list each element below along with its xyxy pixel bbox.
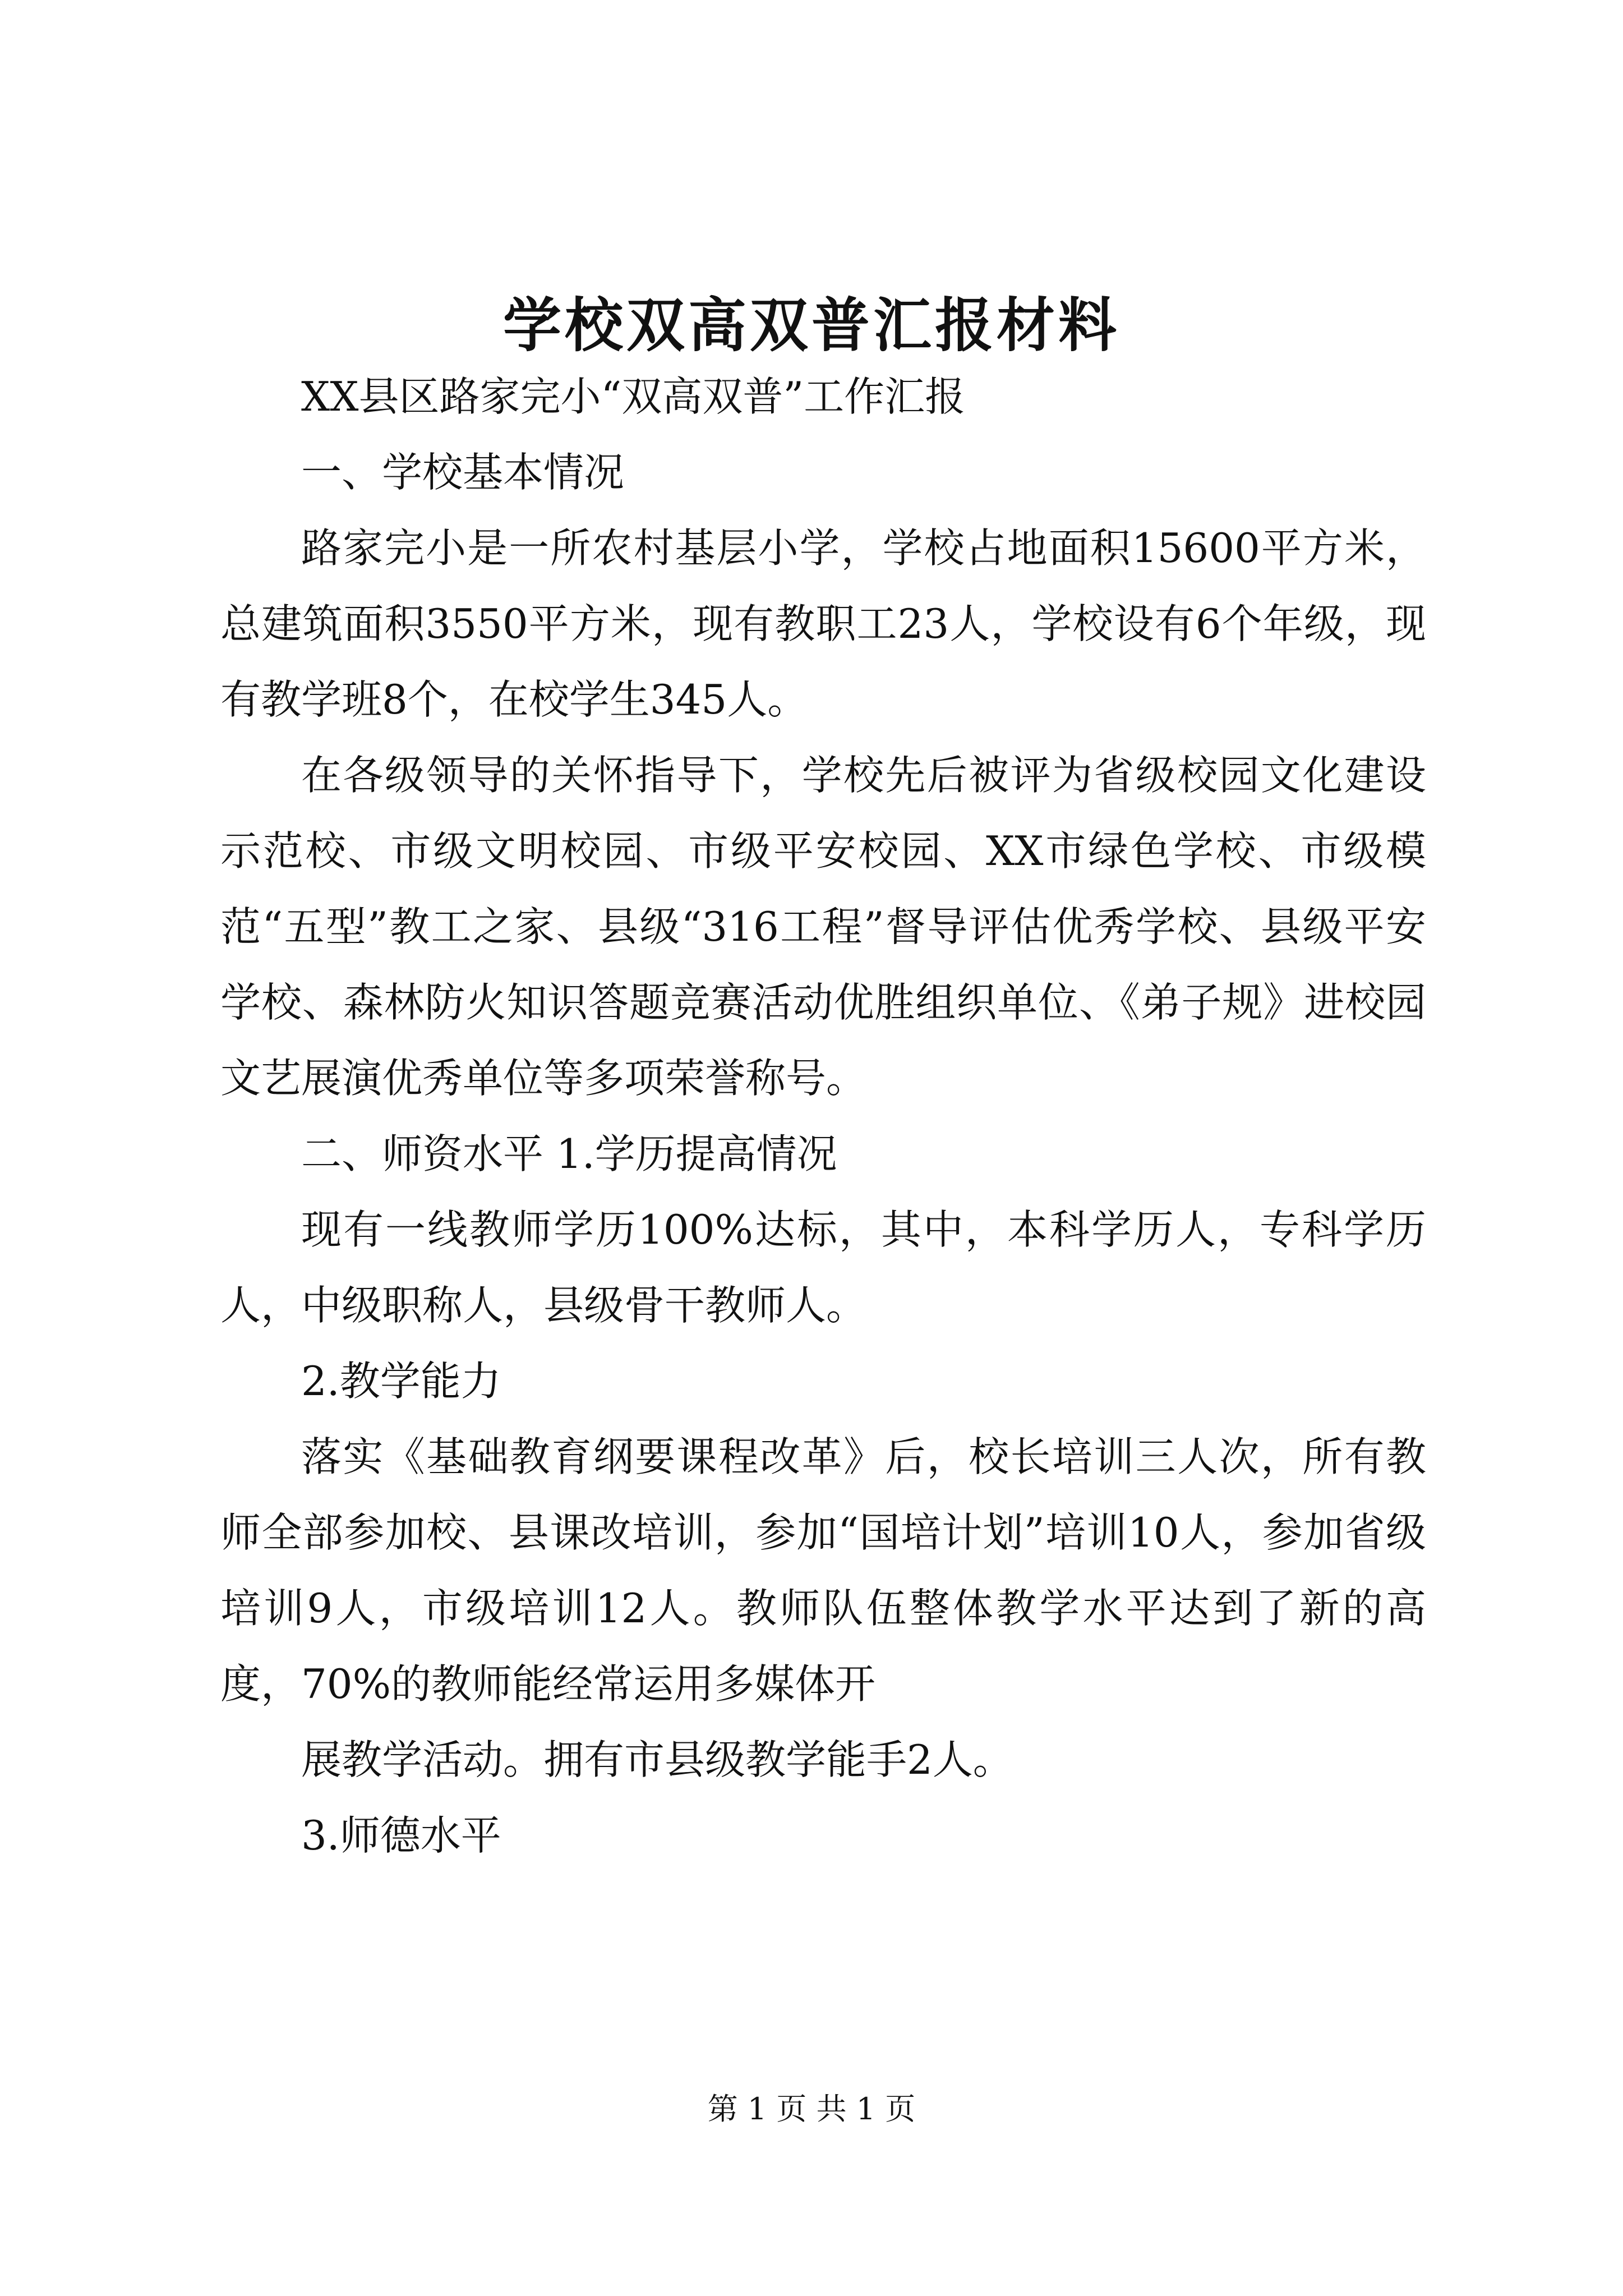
report-subtitle: XX县区路家完小“双高双普”工作汇报 [301, 373, 966, 420]
subheading-teaching-ability: 2.教学能力 [301, 1358, 501, 1405]
document-title: 学校双高双普汇报材料 [502, 291, 1120, 360]
page-number-footer: 第 1 页 共 1 页 [707, 2091, 916, 2127]
section-heading-teachers: 二、师资水平 1.学历提高情况 [301, 1130, 837, 1177]
paragraph-honors: 在各级领导的关怀指导下，学校先后被评为省级校园文化建设示范校、市级文明校园、市级平安校园、XX市绿色学校、市级模范“五型”教工之家、县级“316工程”督导评估优秀学校、县级平安学校、森林防火知识答题竞赛活动优胜组织单位、《弟子规》进校园文艺展演优秀单位等多项荣誉称号。 [220, 752, 1426, 1102]
document-body [220, 359, 1426, 1874]
paragraph-teaching-activities: 展教学活动。拥有市县级教学能手2人。 [301, 1736, 1013, 1783]
paragraph-qualifications: 现有一线教师学历100%达标，其中，本科学历人，专科学历人，中级职称人，县级骨干教师人。 [220, 1206, 1426, 1329]
paragraph-school-overview: 路家完小是一所农村基层小学，学校占地面积15600平方米，总建筑面积3550平方米，现有教职工23人，学校设有6个年级，现有教学班8个，在校学生345人。 [220, 524, 1426, 723]
subheading-ethics: 3.师德水平 [301, 1812, 501, 1859]
paragraph-training: 落实《基础教育纲要课程改革》后，校长培训三人次，所有教师全部参加校、县课改培训，参加“国培计划”培训10人，参加省级培训9人，市级培训12人。教师队伍整体教学水平达到了新的高度，70%的教师能经常运用多媒体开 [220, 1433, 1426, 1708]
section-heading-basic-info: 一、学校基本情况 [301, 449, 625, 496]
